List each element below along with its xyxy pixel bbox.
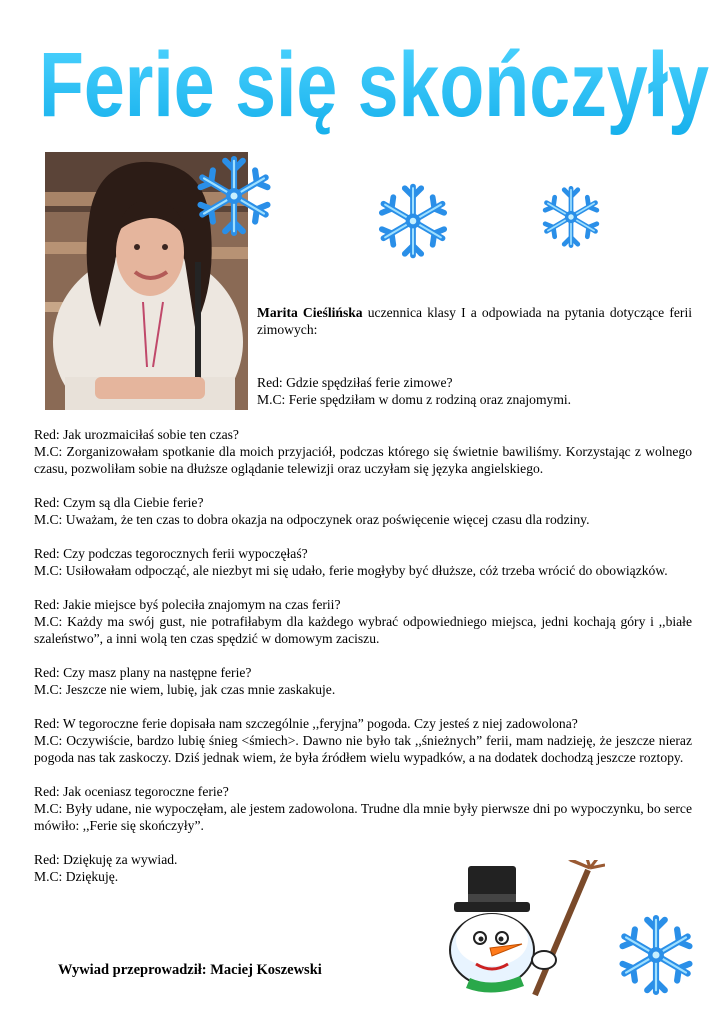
snowman-icon [440,860,605,1000]
qa-block [34,664,692,698]
answer: M.C: Usiłowałam odpocząć, ale niezbyt mi się udało, ferie mogłyby być dłuższe, cóż trzeba wrócić do obowiązków. [34,563,668,578]
intro-section [257,304,692,408]
snowflake-icon [537,183,605,251]
qa-block [34,715,692,766]
page-title [34,28,714,138]
question: Red: Gdzie spędziłaś ferie zimowe? [257,375,453,390]
qa-block [34,426,692,477]
answer: M.C: Ferie spędziłam w domu z rodziną oraz znajomymi. [257,392,572,407]
answer: M.C: Zorganizowałam spotkanie dla moich przyjaciół, podczas którego się świetnie bawiliśmy. Korzystając z wolnego czasu, pozwoliłam sobie na dłuższe oglądanie telewizji oraz uczyłam się języka angielskiego. [34,444,692,476]
qa-block [34,596,692,647]
intro-paragraph [257,304,692,338]
qa-block [34,494,692,528]
snowflake-icon [372,175,454,267]
answer: M.C: Dziękuję. [34,869,119,884]
answer: M.C: Każdy ma swój gust, nie potrafiłabym dla każdego wybrać odpowiedniego miejsca, jedni kochają góry i ,,białe szaleństwo”, a inni wolą ten czas spędzić w domowym zaciszu. [34,614,692,646]
answer: M.C: Uważam, że ten czas to dobra okazja na odpoczynek oraz poświęcenie więcej czasu dla rodziny. [34,512,590,527]
author-credit: Wywiad przeprowadził: Maciej Koszewski [58,962,322,978]
snowflake-icon [612,905,700,1005]
question: Red: Jakie miejsce byś poleciła znajomym na czas ferii? [34,597,341,612]
intro-qa [257,374,692,408]
interviewee-name: Marita Cieślińska [257,305,363,320]
question: Red: Czym są dla Ciebie ferie? [34,495,204,510]
question: Red: W tegoroczne ferie dopisała nam szczególnie ,,feryjna” pogoda. Czy jesteś z niej zadowolona? [34,716,578,731]
question: Red: Czy podczas tegorocznych ferii wypoczęłaś? [34,546,308,561]
page-title-text: Ferie się skończyły [39,34,709,136]
snowflake-icon [188,152,280,240]
intro-text: uczennica klasy I a odpowiada na pytania dotyczące ferii zimowych: [257,305,692,337]
answer: M.C: Były udane, nie wypoczęłam, ale jestem zadowolona. Trudne dla mnie były pierwsze dni po wypoczynku, bo serce mówiło: ,,Ferie się skończyły”. [34,801,692,833]
question: Red: Czy masz plany na następne ferie? [34,665,252,680]
question: Red: Jak oceniasz tegoroczne ferie? [34,784,229,799]
question: Red: Dziękuję za wywiad. [34,852,178,867]
qa-block [34,545,692,579]
interview-body [34,426,692,902]
qa-block [34,783,692,834]
answer: M.C: Jeszcze nie wiem, lubię, jak czas mnie zaskakuje. [34,682,336,697]
answer: M.C: Oczywiście, bardzo lubię śnieg <śmiech>. Dawno nie było tak ,,śnieżnych” ferii, mam nadzieję, że jeszcze nieraz pogoda nas tak zaskoczy. Dziś jednak wiem, że była źródłem wielu wypadków, a na dodatek dochodzą jeszcze roztopy. [34,733,692,765]
question: Red: Jak urozmaiciłaś sobie ten czas? [34,427,239,442]
